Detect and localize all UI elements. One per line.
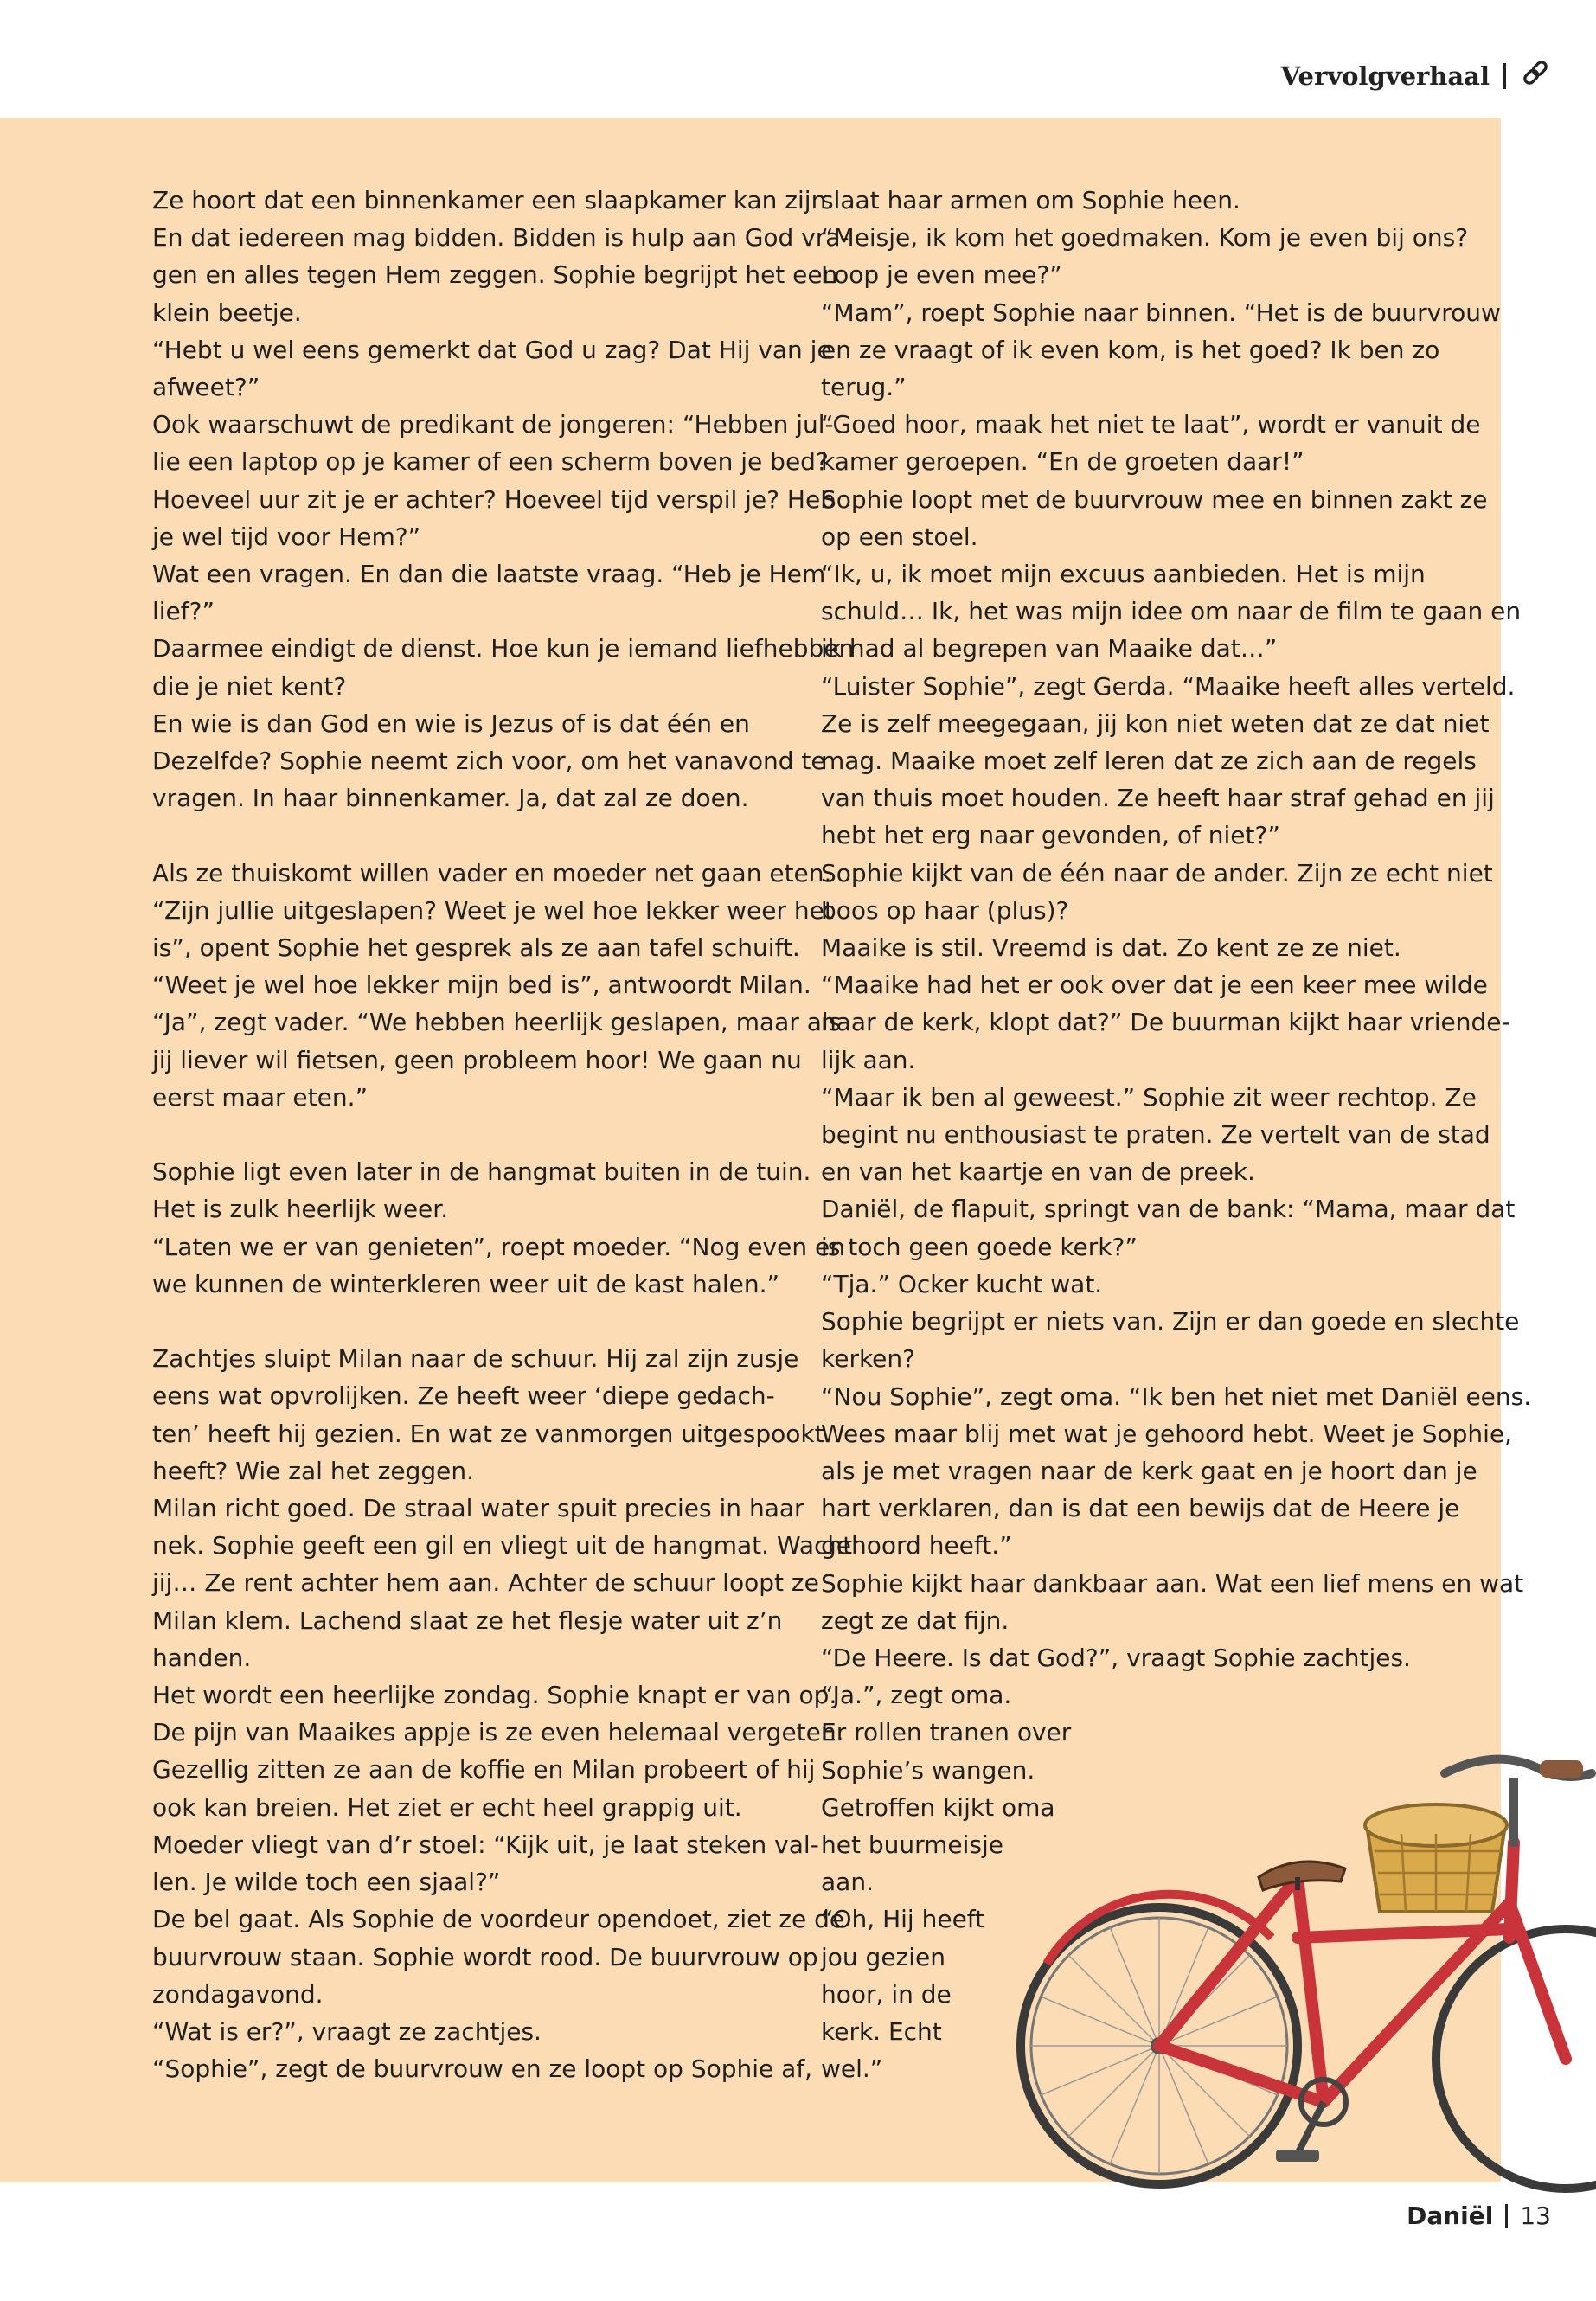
text-line: Milan richt goed. De straal water spuit precies in haar bbox=[152, 1494, 804, 1523]
text-line: vragen. In haar binnenkamer. Ja, dat zal ze doen. bbox=[152, 784, 749, 813]
text-line: “Tja.” Ocker kucht wat. bbox=[821, 1269, 1103, 1298]
text-line: jou gezien bbox=[821, 1942, 946, 1971]
text-line: Het wordt een heerlijke zondag. Sophie knapt er van op. bbox=[152, 1681, 837, 1710]
text-line: “Nou Sophie”, zegt oma. “Ik ben het niet met Daniël eens. bbox=[821, 1381, 1532, 1411]
text-line: “Ja”, zegt vader. “We hebben heerlijk geslapen, maar als bbox=[152, 1008, 842, 1037]
footer-divider bbox=[1505, 2204, 1508, 2228]
text-line: jij liever wil fietsen, geen probleem hoor! We gaan nu bbox=[152, 1045, 802, 1074]
text-line: heeft? Wie zal het zeggen. bbox=[152, 1456, 475, 1485]
text-line: Het is zulk heerlijk weer. bbox=[152, 1195, 449, 1224]
text-line: Wees maar blij met wat je gehoord hebt. Weet je Sophie, bbox=[821, 1419, 1513, 1448]
text-line: Er rollen tranen over bbox=[821, 1718, 1072, 1747]
text-line: naar de kerk, klopt dat?” De buurman kijkt haar vriende- bbox=[821, 1008, 1510, 1037]
text-line: terug.” bbox=[821, 373, 907, 402]
text-line: gehoord heeft.” bbox=[821, 1531, 1012, 1561]
text-line: die je niet kent? bbox=[152, 671, 347, 701]
text-line: ook kan breien. Het ziet er echt heel grappig uit. bbox=[152, 1792, 742, 1822]
text-line: klein beetje. bbox=[152, 298, 302, 327]
text-line: “Sophie”, zegt de buurvrouw en ze loopt op Sophie af, bbox=[152, 2054, 813, 2084]
text-line: “Maar ik ben al geweest.” Sophie zit weer rechtop. Ze bbox=[821, 1082, 1477, 1112]
text-line: is toch geen goede kerk?” bbox=[821, 1232, 1138, 1261]
text-line: Ze is zelf meegegaan, jij kon niet weten dat ze dat niet bbox=[821, 708, 1490, 738]
text-line: lief?” bbox=[152, 597, 215, 626]
text-line: “Oh, Hij heeft bbox=[821, 1905, 985, 1934]
paragraph-gap bbox=[152, 1303, 792, 1340]
text-line: Sophie kijkt van de één naar de ander. Zijn ze echt niet bbox=[821, 858, 1493, 888]
text-line: en ze vraagt of ik even kom, is het goed? Ik ben zo bbox=[821, 335, 1440, 364]
text-line: afweet?” bbox=[152, 373, 260, 402]
text-line: eerst maar eten.” bbox=[152, 1082, 369, 1112]
page-footer bbox=[1407, 2202, 1551, 2230]
text-line: Zachtjes sluipt Milan naar de schuur. Hij zal zijn zusje bbox=[152, 1344, 799, 1374]
text-line: buurvrouw staan. Sophie wordt rood. De buurvrouw op bbox=[152, 1942, 818, 1971]
text-line: Milan klem. Lachend slaat ze het flesje water uit z’n bbox=[152, 1606, 783, 1635]
text-line: Moeder vliegt van d’r stoel: “Kijk uit, je laat steken val- bbox=[152, 1830, 819, 1859]
text-line: En wie is dan God en wie is Jezus of is dat één en bbox=[152, 708, 750, 738]
text-line: Gezellig zitten ze aan de koffie en Milan probeert of hij bbox=[152, 1755, 816, 1785]
basket bbox=[1365, 1804, 1507, 1912]
section-title: Vervolgverhaal bbox=[1280, 61, 1490, 91]
text-line: Ook waarschuwt de predikant de jongeren: “Hebben jul- bbox=[152, 410, 834, 439]
text-line: zegt ze dat fijn. bbox=[821, 1606, 1010, 1635]
text-line: Sophie ligt even later in de hangmat buiten in de tuin. bbox=[152, 1157, 811, 1187]
text-line: van thuis moet houden. Ze heeft haar straf gehad en jij bbox=[821, 784, 1495, 813]
text-line: Als ze thuiskomt willen vader en moeder net gaan eten. bbox=[152, 858, 832, 888]
text-line: Sophie loopt met de buurvrouw mee en binnen zakt ze bbox=[821, 484, 1488, 514]
text-line: je wel tijd voor Hem?” bbox=[152, 522, 421, 551]
text-line: “Mam”, roept Sophie naar binnen. “Het is de buurvrouw bbox=[821, 298, 1501, 327]
text-line: “Weet je wel hoe lekker mijn bed is”, antwoordt Milan. bbox=[152, 971, 811, 1000]
text-line: we kunnen de winterkleren weer uit de kast halen.” bbox=[152, 1269, 780, 1298]
text-line: kamer geroepen. “En de groeten daar!” bbox=[821, 447, 1304, 477]
text-line: nek. Sophie geeft een gil en vliegt uit de hangmat. Wacht bbox=[152, 1531, 853, 1561]
text-line: lijk aan. bbox=[821, 1045, 916, 1074]
text-line: Daarmee eindigt de dienst. Hoe kun je iemand liefhebben bbox=[152, 634, 855, 663]
text-line: gen en alles tegen Hem zeggen. Sophie begrijpt het een bbox=[152, 260, 838, 290]
text-line: “Hebt u wel eens gemerkt dat God u zag? Dat Hij van je bbox=[152, 335, 832, 364]
text-line: De pijn van Maaikes appje is ze even helemaal vergeten. bbox=[152, 1718, 844, 1747]
text-line: handen. bbox=[152, 1643, 252, 1672]
text-line: boos op haar (plus)? bbox=[821, 895, 1069, 925]
text-line: Maaike is stil. Vreemd is dat. Zo kent ze ze niet. bbox=[821, 933, 1401, 963]
text-line: jij… Ze rent achter hem aan. Achter de schuur loopt ze bbox=[152, 1568, 819, 1598]
text-line: ten’ heeft hij gezien. En wat ze vanmorgen uitgespookt bbox=[152, 1419, 824, 1448]
text-line: Getroffen kijkt oma bbox=[821, 1792, 1055, 1822]
text-line: op een stoel. bbox=[821, 522, 978, 551]
paragraph-gap bbox=[152, 817, 792, 854]
text-line: “Goed hoor, maak het niet te laat”, wordt er vanuit de bbox=[821, 410, 1481, 439]
text-line: en van het kaartje en van de preek. bbox=[821, 1157, 1255, 1187]
text-line: eens wat opvrolijken. Ze heeft weer ‘diepe gedach- bbox=[152, 1381, 775, 1411]
text-line: En dat iedereen mag bidden. Bidden is hulp aan God vra- bbox=[152, 223, 849, 253]
text-line: len. Je wilde toch een sjaal?” bbox=[152, 1868, 501, 1897]
text-line: “Ik, u, ik moet mijn excuus aanbieden. Het is mijn bbox=[821, 560, 1426, 589]
text-line: Dezelfde? Sophie neemt zich voor, om het vanavond te bbox=[152, 747, 826, 776]
text-line: schuld… Ik, het was mijn idee om naar de film te gaan en bbox=[821, 597, 1522, 626]
text-line: “De Heere. Is dat God?”, vraagt Sophie zachtjes. bbox=[821, 1643, 1411, 1672]
text-line: ik had al begrepen van Maaike dat…” bbox=[821, 634, 1278, 663]
bicycle-frame bbox=[1159, 1843, 1566, 2102]
text-line: Sophie begrijpt er niets van. Zijn er dan goede en slechte bbox=[821, 1307, 1520, 1336]
text-line: Ze hoort dat een binnenkamer een slaapkamer kan zijn. bbox=[152, 186, 835, 215]
text-line: “Luister Sophie”, zegt Gerda. “Maaike heeft alles verteld. bbox=[821, 671, 1516, 701]
text-line: kerk. Echt bbox=[821, 2016, 942, 2046]
text-line: “Meisje, ik kom het goedmaken. Kom je even bij ons? bbox=[821, 223, 1469, 253]
text-line: lie een laptop op je kamer of een scherm boven je bed? bbox=[152, 447, 829, 477]
text-line: “Ja.”, zegt oma. bbox=[821, 1681, 1012, 1710]
text-line: het buurmeisje bbox=[821, 1830, 1004, 1859]
text-line: hart verklaren, dan is dat een bewijs dat de Heere je bbox=[821, 1494, 1460, 1523]
text-line: hoor, in de bbox=[821, 1979, 952, 2009]
text-line: als je met vragen naar de kerk gaat en je hoort dan je bbox=[821, 1456, 1477, 1485]
article-column-left bbox=[152, 182, 855, 2087]
text-line: hebt het erg naar gevonden, of niet?” bbox=[821, 821, 1280, 850]
text-line: zondagavond. bbox=[152, 1979, 324, 2009]
paragraph-gap bbox=[152, 1116, 792, 1153]
text-line: Wat een vragen. En dan die laatste vraag. “Heb je Hem bbox=[152, 560, 826, 589]
section-header bbox=[1281, 57, 1551, 94]
text-line: Sophie’s wangen. bbox=[821, 1755, 1035, 1785]
text-line: mag. Maaike moet zelf leren dat ze zich aan de regels bbox=[821, 747, 1477, 776]
text-line: “Zijn jullie uitgeslapen? Weet je wel hoe lekker weer het bbox=[152, 895, 834, 925]
paperclip-icon bbox=[1520, 57, 1551, 94]
text-line: “Maaike had het er ook over dat je een keer mee wilde bbox=[821, 971, 1488, 1000]
text-line: Hoeveel uur zit je er achter? Hoeveel tijd verspil je? Heb bbox=[152, 484, 836, 514]
text-line: aan. bbox=[821, 1868, 874, 1897]
text-line: Sophie kijkt haar dankbaar aan. Wat een lief mens en wat bbox=[821, 1568, 1524, 1598]
text-line: “Wat is er?”, vraagt ze zachtjes. bbox=[152, 2016, 542, 2046]
front-wheel bbox=[1436, 1929, 1596, 2189]
bicycle-illustration bbox=[1012, 1739, 1596, 2197]
header-divider bbox=[1503, 63, 1506, 89]
text-line: “Laten we er van genieten”, roept moeder. “Nog even en bbox=[152, 1232, 845, 1261]
text-line: kerken? bbox=[821, 1344, 916, 1374]
text-line: wel.” bbox=[821, 2054, 883, 2084]
text-line: De bel gaat. Als Sophie de voordeur opendoet, ziet ze de bbox=[152, 1905, 845, 1934]
page-number: 13 bbox=[1520, 2202, 1551, 2230]
magazine-name: Daniël bbox=[1407, 2202, 1494, 2230]
text-line: Loop je even mee?” bbox=[821, 260, 1062, 290]
text-line: begint nu enthousiast te praten. Ze vertelt van de stad bbox=[821, 1120, 1490, 1150]
text-line: Daniël, de flapuit, springt van de bank: “Mama, maar dat bbox=[821, 1195, 1516, 1224]
text-line: slaat haar armen om Sophie heen. bbox=[821, 186, 1240, 215]
text-line: is”, opent Sophie het gesprek als ze aan tafel schuift. bbox=[152, 933, 800, 963]
